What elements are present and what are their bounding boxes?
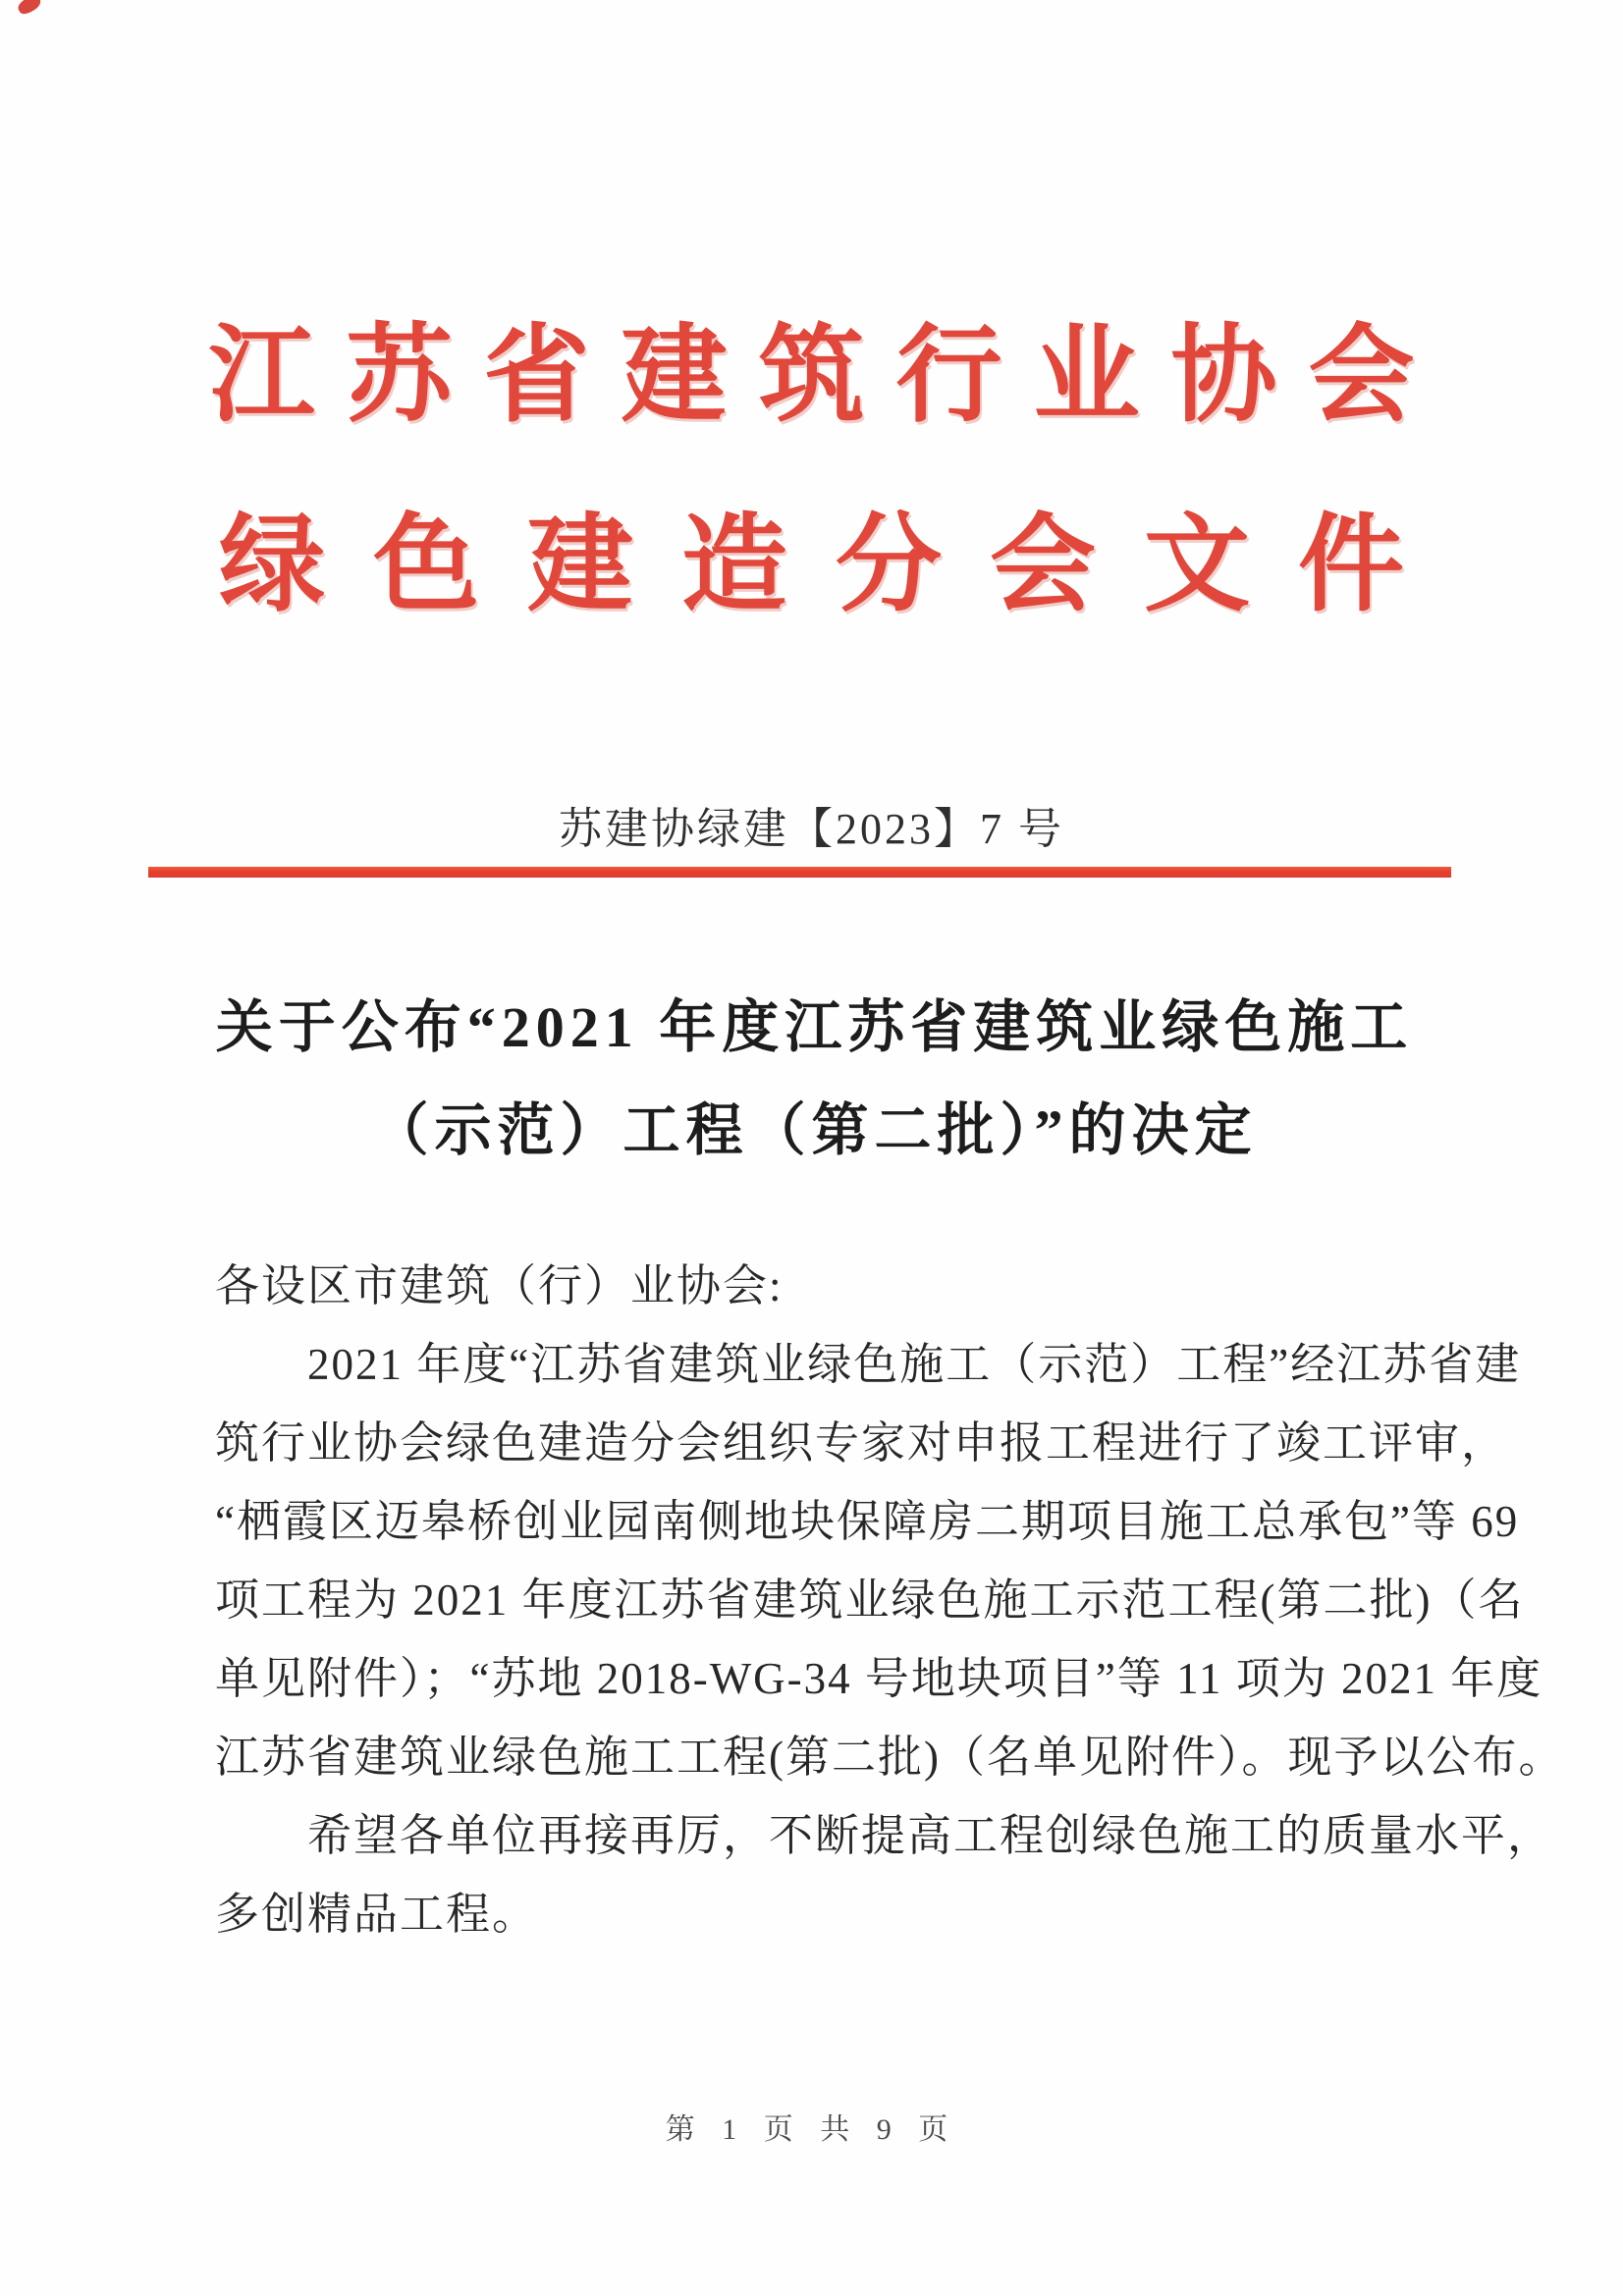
red-divider-rule: [148, 867, 1451, 878]
body-line: 筑行业协会绿色建造分会组织专家对申报工程进行了竣工评审，: [215, 1418, 1508, 1468]
document-body: [215, 1247, 1565, 1953]
body-line: 2021 年度“江苏省建筑业绿色施工（示范）工程”经江苏省建: [307, 1340, 1522, 1389]
letterhead-branch-name: 绿色建造分会文件: [218, 507, 1452, 624]
document-number: 苏建协绿建【2023】7 号: [559, 805, 1064, 853]
letterhead-org-name: 江苏省建筑行业协会: [208, 318, 1446, 435]
document-title: [0, 976, 1623, 1182]
page-number-footer: 第 1 页 共 9 页: [665, 2113, 958, 2146]
letterhead: [0, 309, 1623, 634]
body-line: 项工程为 2021 年度江苏省建筑业绿色施工示范工程(第二批)（名: [215, 1575, 1525, 1625]
body-salutation: 各设区市建筑（行）业协会:: [215, 1261, 784, 1310]
body-line: 单见附件）；“苏地 2018-WG-34 号地块项目”等 11 项为 2021 年度: [215, 1654, 1543, 1703]
body-line: 希望各单位再接再厉，不断提高工程创绿色施工的质量水平，: [307, 1811, 1554, 1860]
body-line: 江苏省建筑业绿色施工工程(第二批)（名单见附件）。现予以公布。: [215, 1733, 1565, 1782]
scan-artifact-mark: [16, 0, 43, 17]
body-line: 多创精品工程。: [215, 1890, 539, 1939]
body-line: “栖霞区迈皋桥创业园南侧地块保障房二期项目施工总承包”等 69: [215, 1497, 1520, 1546]
document-title-line-1: 关于公布“2021 年度江苏省建筑业绿色施工: [215, 995, 1414, 1059]
document-title-line-2: （示范）工程（第二批）”的决定: [371, 1098, 1258, 1162]
